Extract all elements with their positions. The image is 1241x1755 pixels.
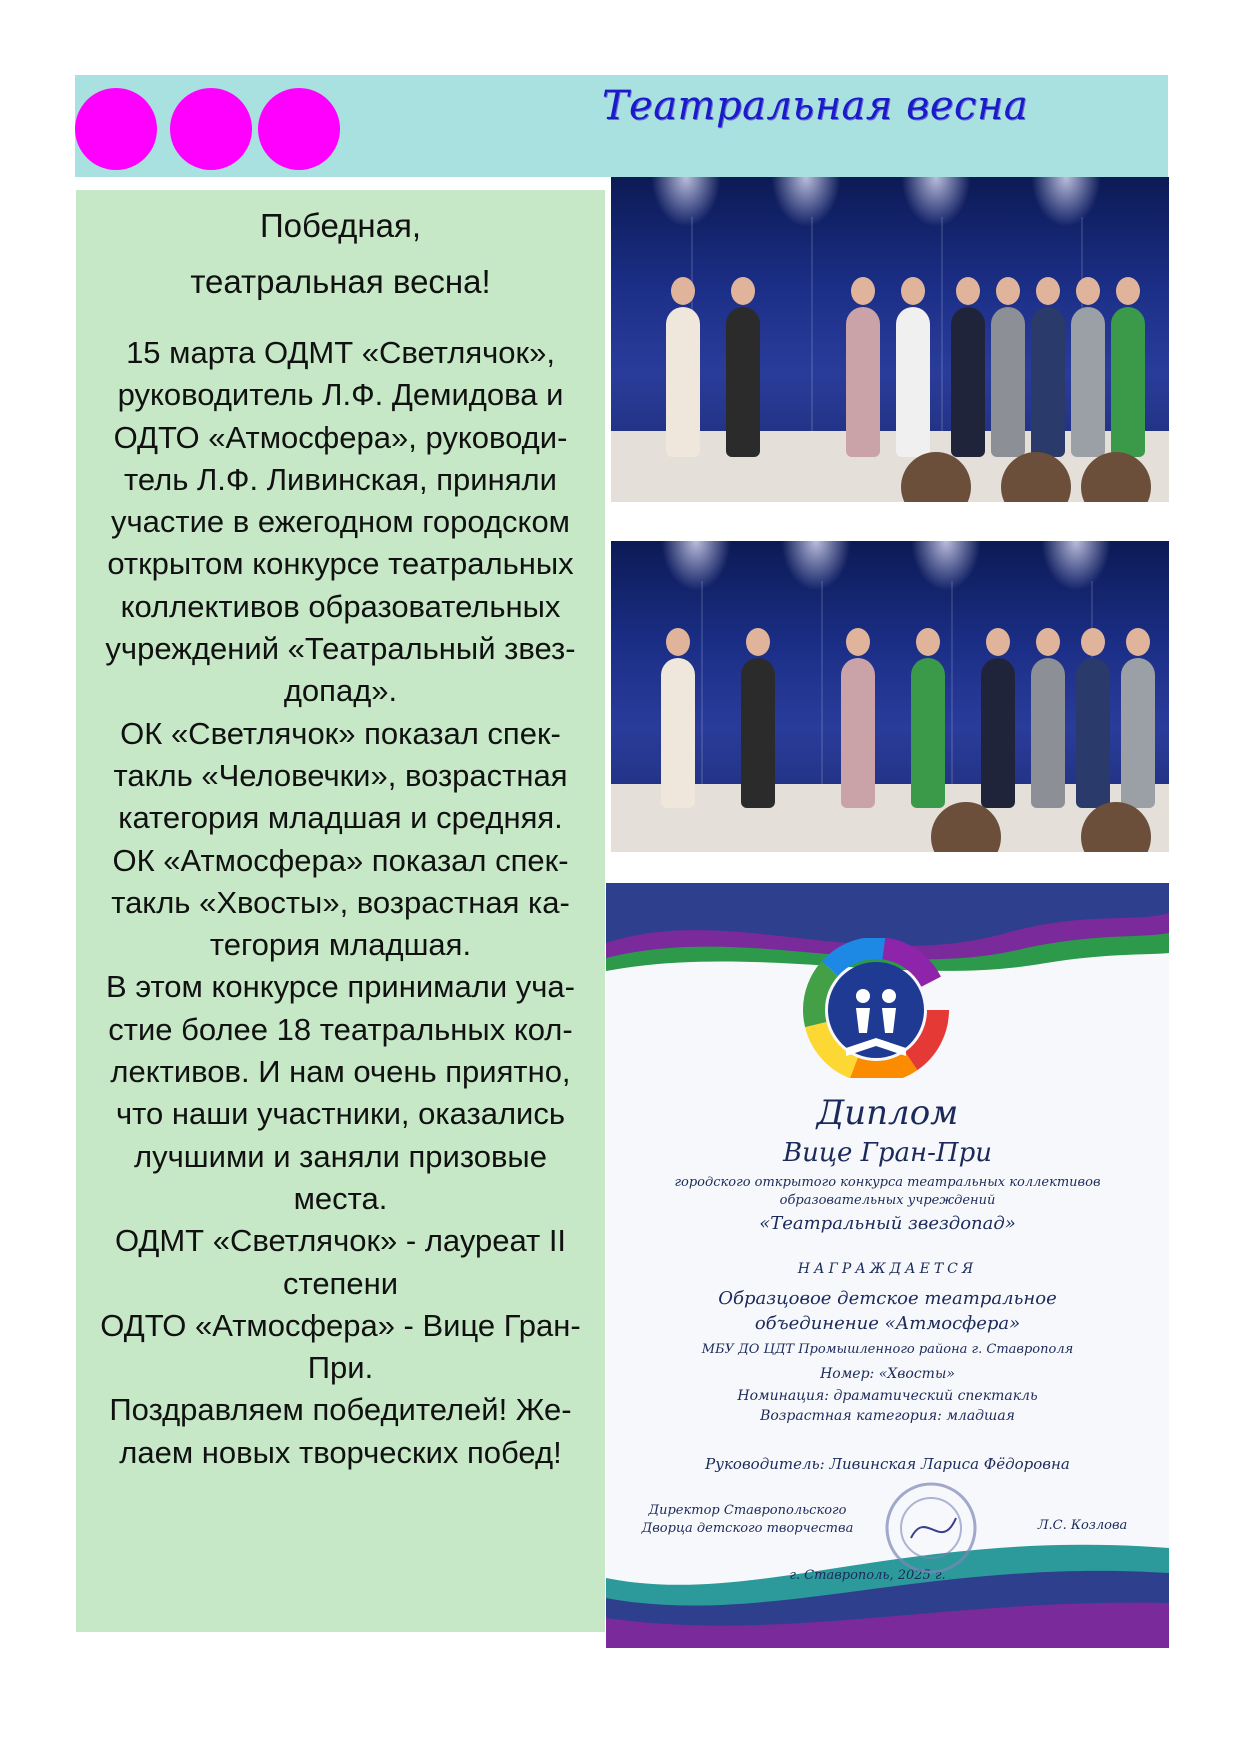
curtain-fold [951,581,953,799]
diploma-age-category: Возрастная категория: младшая [760,1408,1015,1424]
person-figure [1031,658,1065,808]
stage-photo-1 [611,177,1169,502]
diploma-nomination: Номинация: драматический спектакль [737,1388,1038,1404]
article-paragraph: ОДМТ «Светлячок» - лауреат II степени [114,1223,567,1301]
person-figure [1076,658,1110,808]
stage-light [911,541,981,591]
stage-light [771,177,841,227]
header-title: Театральная весна [601,83,1029,129]
person-figure [911,658,945,808]
article-body [76,332,605,1474]
person-figure [981,658,1015,808]
curtain-fold [941,217,943,445]
curtain-fold [701,581,703,799]
diploma-director-name: Л.С. Козлова [1037,1518,1128,1533]
curtain-fold [821,581,823,799]
decorative-dot-3 [258,88,340,170]
curtain-fold [811,217,813,445]
diploma-contest-line2: образовательных учреждений [779,1193,996,1208]
stage-light [1031,177,1101,227]
article-paragraph: 15 марта ОДМТ «Светлячок», руководитель Л.Ф. Демидова и ОДТО «Атмосфера», руководи-тель Л.Ф. Ливинская, приняли участие в ежегодном городском открытом конкурсе театральных коллективов образовательных учреждений «Театральный звез-допад». [105,335,576,709]
person-figure [841,658,875,808]
person-figure [951,307,985,457]
diploma-photo [606,883,1169,1648]
article-paragraph: ОК «Атмосфера» показал спек-такль «Хвосты», возрастная ка-тегория младшая. [111,842,570,963]
diploma-institution: МБУ ДО ЦДТ Промышленного района г. Ставрополя [701,1342,1074,1357]
diploma-city-year: г. Ставрополь, 2025 г. [789,1568,946,1583]
diploma-award: Вице Гран-При [783,1138,992,1168]
stamp-seal-icon [881,1478,981,1578]
diploma-emblem-icon [801,938,951,1078]
stage-light [901,177,971,227]
header-banner [75,75,1168,177]
article-paragraph: ОК «Светлячок» показал спек-такль «Человечки», возрастная категория младшая и средняя. [113,715,568,836]
article-paragraph: Поздравляем победителей! Же-лаем новых творческих побед! [109,1392,572,1470]
article-title [76,190,605,310]
diploma-contest-name: «Театральный звездопад» [759,1213,1016,1234]
stage-light [651,177,721,227]
person-figure [846,307,880,457]
person-figure [661,658,695,808]
article-panel [75,190,605,1632]
person-figure [741,658,775,808]
decorative-dot-2 [170,88,252,170]
article-paragraph: ОДТО «Атмосфера» - Вице Гран-При. [100,1307,581,1386]
stage-light [781,541,851,591]
diploma-awarded: НАГРАЖДАЕТСЯ [797,1261,978,1277]
decorative-dot-1 [75,88,157,170]
article-title-line1: Победная, [259,207,422,244]
diploma-recipient-line1: Образцовое детское театральное [718,1288,1057,1309]
diploma-number: Номер: «Хвосты» [820,1366,955,1382]
person-figure [1031,307,1065,457]
article-paragraph: В этом конкурсе принимали уча-стие более 18 театральных кол-лективов. И нам очень приятно, что наши участники, оказались лучшими и заняли призовые места. [106,969,575,1216]
stage-photo-2 [611,541,1169,852]
article-title-line2: театральная весна! [190,263,491,300]
person-figure [991,307,1025,457]
person-figure [896,307,930,457]
person-figure [1121,658,1155,808]
diploma-title: Диплом [816,1093,959,1133]
stage-light [1041,541,1111,591]
person-figure [1111,307,1145,457]
diploma-recipient-line2: объединение «Атмосфера» [754,1313,1021,1334]
diploma-leader: Руководитель: Ливинская Лариса Фёдоровна [705,1455,1070,1473]
diploma-contest-line1: городского открытого конкурса театральных коллективов [674,1175,1101,1190]
stage-light [661,541,731,591]
diploma-director-line2: Дворца детского творчества [641,1521,854,1536]
diploma-director-line1: Директор Ставропольского [648,1503,847,1518]
person-figure [1071,307,1105,457]
person-figure [726,307,760,457]
person-figure [666,307,700,457]
